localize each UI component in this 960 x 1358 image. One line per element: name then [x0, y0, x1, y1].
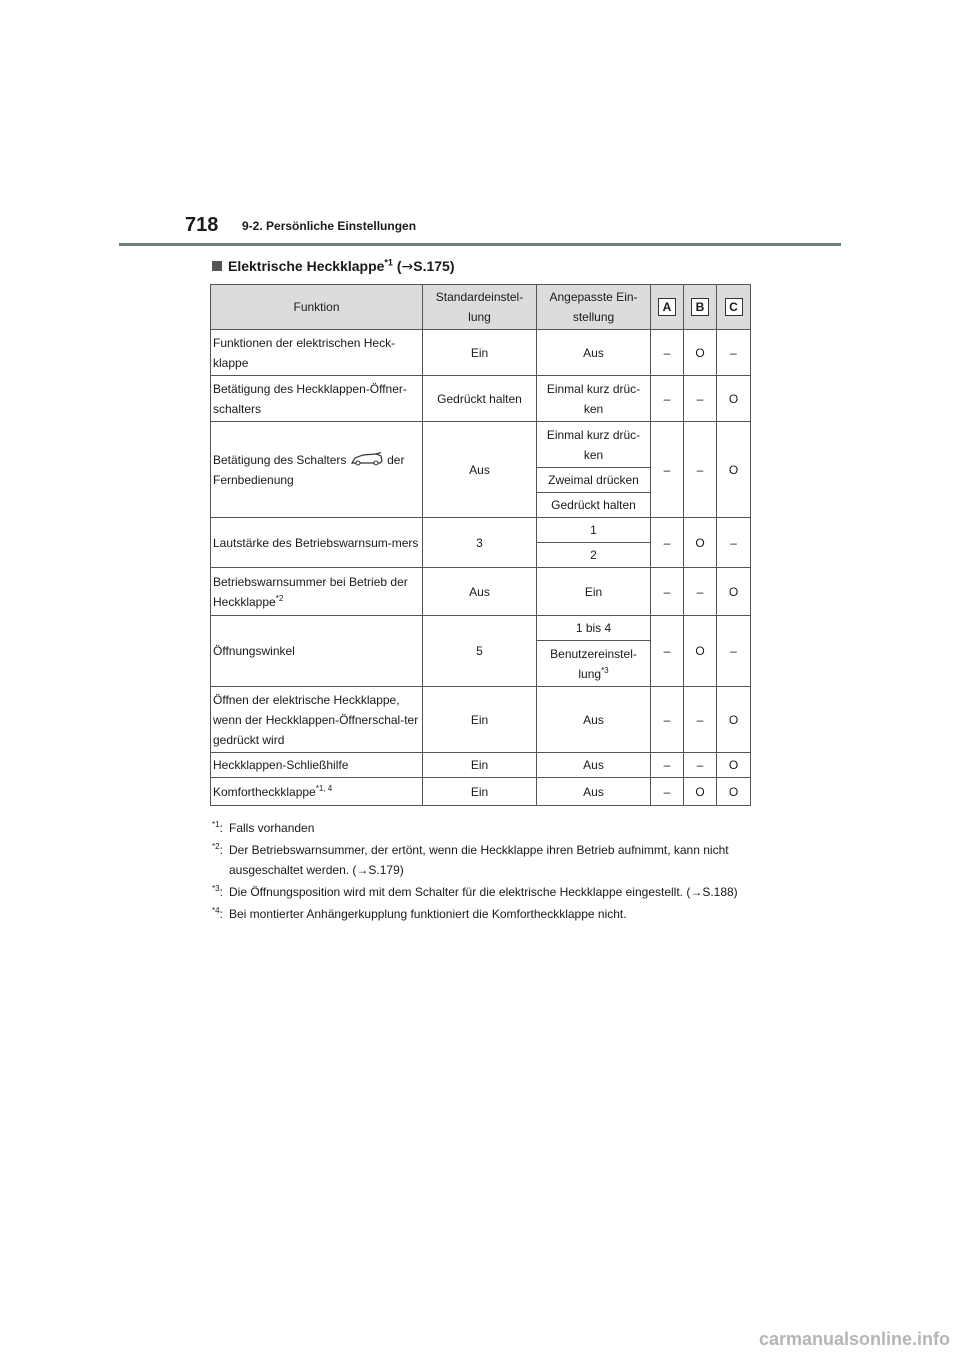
- cell-custom: Einmal kurz drüc-ken: [537, 376, 651, 422]
- cell-a: –: [651, 753, 684, 778]
- cell-function: Öffnungswinkel: [211, 616, 423, 687]
- table-row: [211, 330, 751, 376]
- cell-c: O: [717, 376, 751, 422]
- watermark: carmanualsonline.info: [758, 1329, 950, 1349]
- footnote-mark: *3: [212, 884, 220, 893]
- table-row: [211, 568, 751, 616]
- footnote-mark: *3: [601, 665, 609, 675]
- cell-default: Ein: [423, 687, 537, 753]
- box-c-icon: C: [725, 298, 743, 316]
- footnote-text: Bei montierter Anhängerkupplung funktioniert die Komfortheckklappe nicht.: [229, 907, 627, 921]
- footnote-mark: *2: [275, 593, 284, 603]
- header-b: [684, 285, 717, 330]
- cell-custom: Aus: [537, 753, 651, 778]
- cell-c: –: [717, 330, 751, 376]
- cell-custom: 2: [537, 543, 651, 568]
- footnote-mark: *2: [212, 842, 220, 851]
- table-row: [211, 616, 751, 641]
- footnote: $^{*4}$: Bei montierter Anhängerkupplung funktioniert die Komfortheckklappe nicht.: [212, 904, 752, 924]
- cell-b: –: [684, 422, 717, 518]
- table-row: [211, 376, 751, 422]
- cell-b: O: [684, 518, 717, 568]
- cell-c: –: [717, 518, 751, 568]
- cell-function: Heckklappen-Schließhilfe: [211, 753, 423, 778]
- cell-a: –: [651, 687, 684, 753]
- section-title: [212, 258, 454, 275]
- cell-function: [211, 568, 423, 616]
- box-b-icon: B: [691, 298, 709, 316]
- cell-default: 3: [423, 518, 537, 568]
- cell-function: Lautstärke des Betriebswarnsum-mers: [211, 518, 423, 568]
- cell-c: O: [717, 687, 751, 753]
- footnote: $^{*3}$: Die Öffnungsposition wird mit dem Schalter für die elektrische Heckklappe eingestellt. (→S.188): [212, 882, 752, 902]
- cell-c: O: [717, 778, 751, 806]
- header-custom: Angepasste Ein-stellung: [537, 285, 651, 330]
- footnote-mark: *1, 4: [315, 783, 333, 793]
- car-tailgate-icon: [350, 452, 384, 466]
- cell-a: –: [651, 778, 684, 806]
- footnote-text: Falls vorhanden: [229, 821, 315, 835]
- square-bullet-icon: [212, 261, 222, 271]
- cell-function: [211, 778, 423, 806]
- cell-default: Gedrückt halten: [423, 376, 537, 422]
- cell-custom: Aus: [537, 778, 651, 806]
- cell-b: O: [684, 330, 717, 376]
- footnote: $^{*1}$: Falls vorhanden: [212, 818, 752, 838]
- cell-function: [211, 422, 423, 518]
- cell-b: –: [684, 568, 717, 616]
- cell-custom: Einmal kurz drüc-ken: [537, 422, 651, 468]
- footnote-mark: *4: [212, 906, 220, 915]
- cell-default: Ein: [423, 753, 537, 778]
- header-a: [651, 285, 684, 330]
- cell-c: O: [717, 753, 751, 778]
- arrow-right-icon: →: [401, 259, 414, 275]
- cell-function: Öffnen der elektrische Heckklappe, wenn der Heckklappen-Öffnerschal-ter gedrückt wird: [211, 687, 423, 753]
- cell-function: Funktionen der elektrischen Heck-klappe: [211, 330, 423, 376]
- section-title-text: Elektrische Heckklappe: [228, 258, 385, 274]
- page-number: 718: [185, 214, 219, 236]
- cell-b: –: [684, 687, 717, 753]
- section-title-footnote-mark: *1: [384, 257, 393, 268]
- table-row: [211, 753, 751, 778]
- section-ref-open: (: [396, 258, 402, 274]
- header-c: [717, 285, 751, 330]
- cell-b: O: [684, 616, 717, 687]
- cell-default: Aus: [423, 422, 537, 518]
- cell-c: –: [717, 616, 751, 687]
- cell-custom: Aus: [537, 687, 651, 753]
- table-row: [211, 422, 751, 468]
- header-function: Funktion: [211, 285, 423, 330]
- header-rule: [119, 243, 841, 246]
- cell-custom: Gedrückt halten: [537, 493, 651, 518]
- footnote-text: Die Öffnungsposition wird mit dem Schalter für die elektrische Heckklappe eingestellt. (→S.188): [229, 885, 738, 899]
- cell-default: Ein: [423, 330, 537, 376]
- cell-a: –: [651, 518, 684, 568]
- table-row: [211, 778, 751, 806]
- cell-custom: Zweimal drücken: [537, 468, 651, 493]
- footnote-text: Der Betriebswarnsummer, der ertönt, wenn die Heckklappe ihren Betrieb aufnimmt, kann nicht ausgeschaltet werden. (→S.179): [229, 843, 729, 877]
- cell-custom: 1: [537, 518, 651, 543]
- cell-function-text: Betriebswarnsummer bei Betrieb der Heckklappe: [213, 574, 408, 609]
- cell-a: –: [651, 616, 684, 687]
- footnote: $^{*2}$: Der Betriebswarnsummer, der ertönt, wenn die Heckklappe ihren Betrieb aufnimmt, kann nicht ausgeschaltet werden. (→S.179): [212, 840, 752, 880]
- cell-a: –: [651, 422, 684, 518]
- cell-function-pre: Betätigung des Schalters: [213, 452, 347, 467]
- cell-b: O: [684, 778, 717, 806]
- cell-a: –: [651, 568, 684, 616]
- cell-b: –: [684, 376, 717, 422]
- cell-function-text: Komfortheckklappe: [213, 784, 316, 799]
- section-ref: S.175): [413, 258, 455, 274]
- cell-default: Aus: [423, 568, 537, 616]
- cell-function: Betätigung des Heckklappen-Öffner-schalters: [211, 376, 423, 422]
- footnotes: [212, 818, 752, 926]
- cell-b: –: [684, 753, 717, 778]
- cell-a: –: [651, 330, 684, 376]
- cell-default: Ein: [423, 778, 537, 806]
- cell-c: O: [717, 422, 751, 518]
- settings-table: [210, 284, 751, 806]
- table-row: [211, 518, 751, 543]
- table-header-row: [211, 285, 751, 330]
- cell-custom: Aus: [537, 330, 651, 376]
- cell-custom-text: Benutzereinstel-lung: [550, 646, 637, 681]
- table-row: [211, 687, 751, 753]
- chapter-title: 9-2. Persönliche Einstellungen: [242, 219, 417, 233]
- cell-default: 5: [423, 616, 537, 687]
- footnote-mark: *1: [212, 820, 220, 829]
- cell-a: –: [651, 376, 684, 422]
- box-a-icon: A: [658, 298, 676, 316]
- cell-custom: [537, 641, 651, 687]
- cell-custom: 1 bis 4: [537, 616, 651, 641]
- cell-custom: Ein: [537, 568, 651, 616]
- header-default: Standardeinstel-lung: [423, 285, 537, 330]
- cell-function-post: der Fernbedienung: [213, 452, 405, 487]
- cell-c: O: [717, 568, 751, 616]
